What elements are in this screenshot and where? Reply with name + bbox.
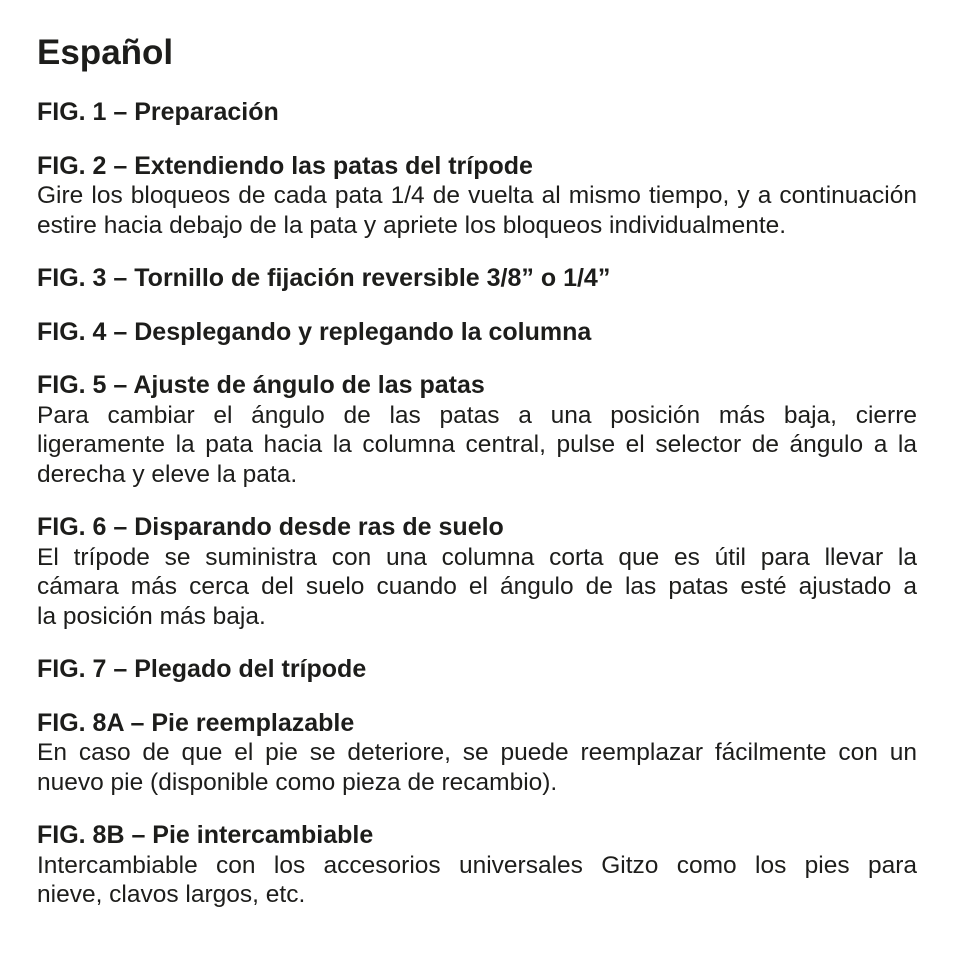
body-line: la posición más baja. (37, 602, 266, 630)
section-heading: FIG. 4 – Desplegando y replegando la columna (37, 317, 592, 346)
language-title: Español (37, 33, 174, 72)
body-line: cámara más cerca del suelo cuando el ángulo de las patas esté ajustado a (37, 573, 917, 601)
section-heading: FIG. 6 – Disparando desde ras de suelo (37, 513, 504, 542)
section-fig-2 (37, 152, 917, 241)
body-line: El trípode se suministra con una columna corta que es útil para llevar la (37, 543, 917, 571)
body-line: nieve, clavos largos, etc. (37, 881, 306, 909)
body-line: estire hacia debajo de la pata y apriete los bloqueos individualmente. (37, 211, 787, 239)
body-line: Gire los bloqueos de cada pata 1/4 de vuelta al mismo tiempo, y a continuación (37, 182, 917, 210)
body-line: Intercambiable con los accesorios universales Gitzo como los pies para (37, 851, 917, 879)
section-heading: FIG. 1 – Preparación (37, 98, 279, 127)
body-line: Para cambiar el ángulo de las patas a una posición más baja, cierre (37, 401, 917, 429)
body-line: En caso de que el pie se deteriore, se puede reemplazar fácilmente con un (37, 739, 917, 767)
section-fig-7 (37, 655, 917, 685)
section-heading: FIG. 7 – Plegado del trípode (37, 655, 367, 684)
section-fig-6 (37, 513, 917, 631)
section-heading: FIG. 8A – Pie reemplazable (37, 708, 355, 737)
section-fig-4 (37, 318, 917, 348)
section-heading: FIG. 3 – Tornillo de fijación reversible 3/8” o 1/4” (37, 264, 611, 293)
section-fig-1 (37, 98, 917, 128)
section-heading: FIG. 2 – Extendiendo las patas del trípode (37, 151, 533, 180)
section-fig-3 (37, 264, 917, 294)
section-fig-8a (37, 709, 917, 798)
section-heading: FIG. 5 – Ajuste de ángulo de las patas (37, 371, 485, 400)
body-line: derecha y eleve la pata. (37, 460, 298, 488)
section-fig-5 (37, 371, 917, 489)
body-line: nuevo pie (disponible como pieza de recambio). (37, 768, 558, 796)
section-fig-8b (37, 821, 917, 910)
body-line: ligeramente la pata hacia la columna central, pulse el selector de ángulo a la (37, 431, 917, 459)
section-heading: FIG. 8B – Pie intercambiable (37, 821, 374, 850)
